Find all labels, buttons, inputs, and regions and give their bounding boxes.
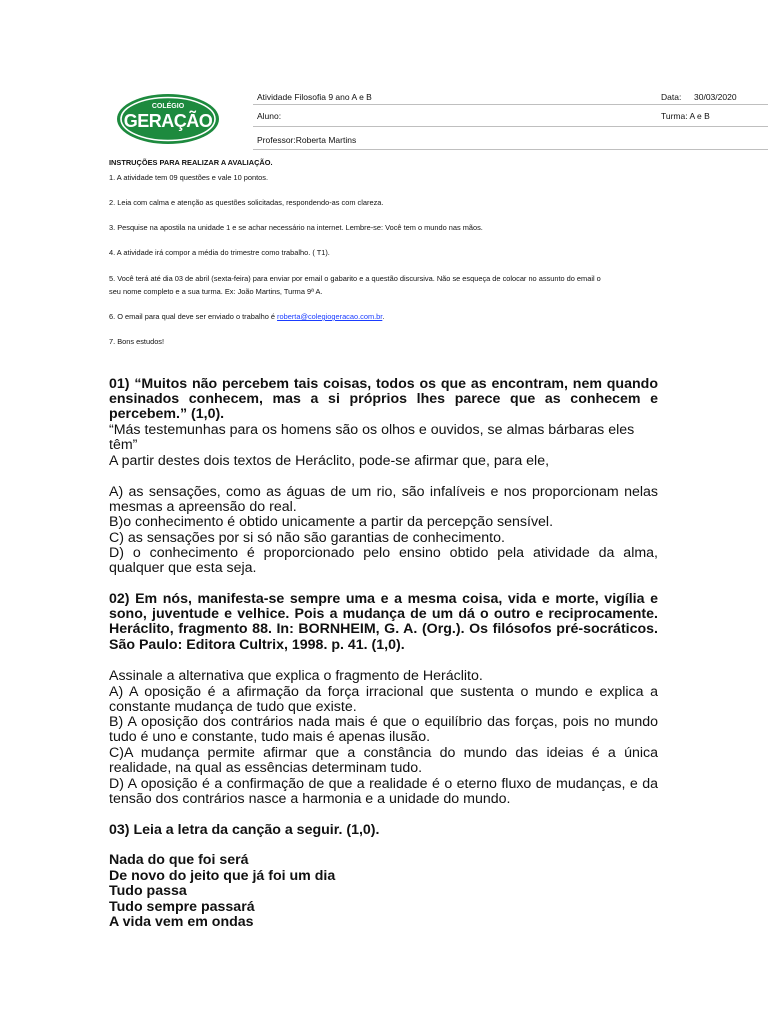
question-1-option-b: B)o conhecimento é obtido unicamente a partir da percepção sensível. [109,514,554,530]
school-logo-emblem [116,93,220,145]
svg-text:COLÉGIO: COLÉGIO [151,103,185,110]
teacher-email-link[interactable]: roberta@colegiogeracao.com.br [277,312,383,321]
question-2-option-a: A) A oposição é a afirmação da força irracional que sustenta o mundo e explica a constante mudança de tudo que existe. [109,684,658,716]
class-label: Turma: A e B [661,111,710,121]
question-2-option-d: D) A oposição é a confirmação de que a realidade é o eterno fluxo de mudanças, e da tensão dos contrários nasce a harmonia e a unidade do mundo. [109,776,658,808]
question-2-option-c: C)A mudança permite afirmar que a constância do mundo das ideias é a única realidade, na qual as essências determinam tudo. [109,745,658,777]
header-divider [253,104,768,105]
header-divider [253,126,768,127]
svg-text:GERAÇÃO: GERAÇÃO [123,111,213,131]
instruction-item: 2. Leia com calma e atenção as questões solicitadas, respondendo-as com clareza. [109,198,384,207]
instruction-item: 4. A atividade irá compor a média do trimestre como trabalho. ( T1). [109,248,330,257]
instruction-item-continued: seu nome completo e a sua turma. Ex: João Martins, Turma 9ª A. [109,287,323,296]
question-2-stem: 02) Em nós, manifesta-se sempre uma e a mesma coisa, vida e morte, vigília e sono, juventude e velhice. Pois a mudança de um dá o outro e reciprocamente. Heráclito, fragmento 88. In: BORNHEIM, G. A. (Org.). Os filósofos pré-socráticos. São Paulo: Editora Cultrix, 1998. p. 41. (1,0). [109,591,658,653]
student-label: Aluno: [257,111,282,121]
question-1-stem: 01) “Muitos não percebem tais coisas, todos os que as encontram, nem quando ensinados conhecem, mas a si próprios lhes parece que as conhecem e percebem.” (1,0). [109,376,658,423]
date-label: Data: [661,92,682,102]
teacher-label: Professor:Roberta Martins [257,135,357,145]
question-1-prompt: A partir destes dois textos de Heráclito, pode-se afirmar que, para ele, [109,453,550,469]
instruction-item: 3. Pesquise na apostila na unidade 1 e se achar necessário na internet. Lembre-se: Você tem o mundo nas mãos. [109,223,483,232]
question-1-option-c: C) as sensações por si só não são garantias de conhecimento. [109,530,505,546]
lyrics-line: Tudo sempre passará [109,899,255,915]
question-3-stem: 03) Leia a letra da canção a seguir. (1,0). [109,822,380,838]
activity-title: Atividade Filosofia 9 ano A e B [257,92,372,102]
instruction-item: 7. Bons estudos! [109,337,165,346]
question-1-option-d: D) o conhecimento é proporcionado pelo ensino obtido pela atividade da alma, qualquer que esta seja. [109,545,658,577]
school-logo [116,93,220,145]
question-1-option-a: A) as sensações, como as águas de um rio, são infalíveis e nos proporcionam nelas mesmas a apreensão do real. [109,484,658,516]
header-divider [253,149,768,150]
instructions-title: INSTRUÇÕES PARA REALIZAR A AVALIAÇÃO. [109,158,273,167]
instruction-email-prefix: 6. O email para qual deve ser enviado o trabalho é [109,312,278,321]
lyrics-line: Tudo passa [109,883,187,899]
instruction-item: 1. A atividade tem 09 questões e vale 10 pontos. [109,173,269,182]
question-2-prompt: Assinale a alternativa que explica o fragmento de Heráclito. [109,668,483,684]
question-2-option-b: B) A oposição dos contrários nada mais é que o equilíbrio das forças, pois no mundo tudo é uno e constante, tudo mais é apenas ilusão. [109,714,658,746]
lyrics-line: Nada do que foi será [109,852,249,868]
question-1-quote: “Más testemunhas para os homens são os olhos e ouvidos, se almas bárbaras eles têm” [109,422,635,454]
date-value: 30/03/2020 [694,92,737,102]
instruction-email-suffix: . [382,312,385,321]
lyrics-line: De novo do jeito que já foi um dia [109,868,336,884]
instruction-item [109,311,669,323]
lyrics-line: A vida vem em ondas [109,914,254,930]
instruction-item: 5. Você terá até dia 03 de abril (sexta-feira) para enviar por email o gabarito e a questão discursiva. Não se esqueça de colocar no assunto do email o [109,274,601,283]
